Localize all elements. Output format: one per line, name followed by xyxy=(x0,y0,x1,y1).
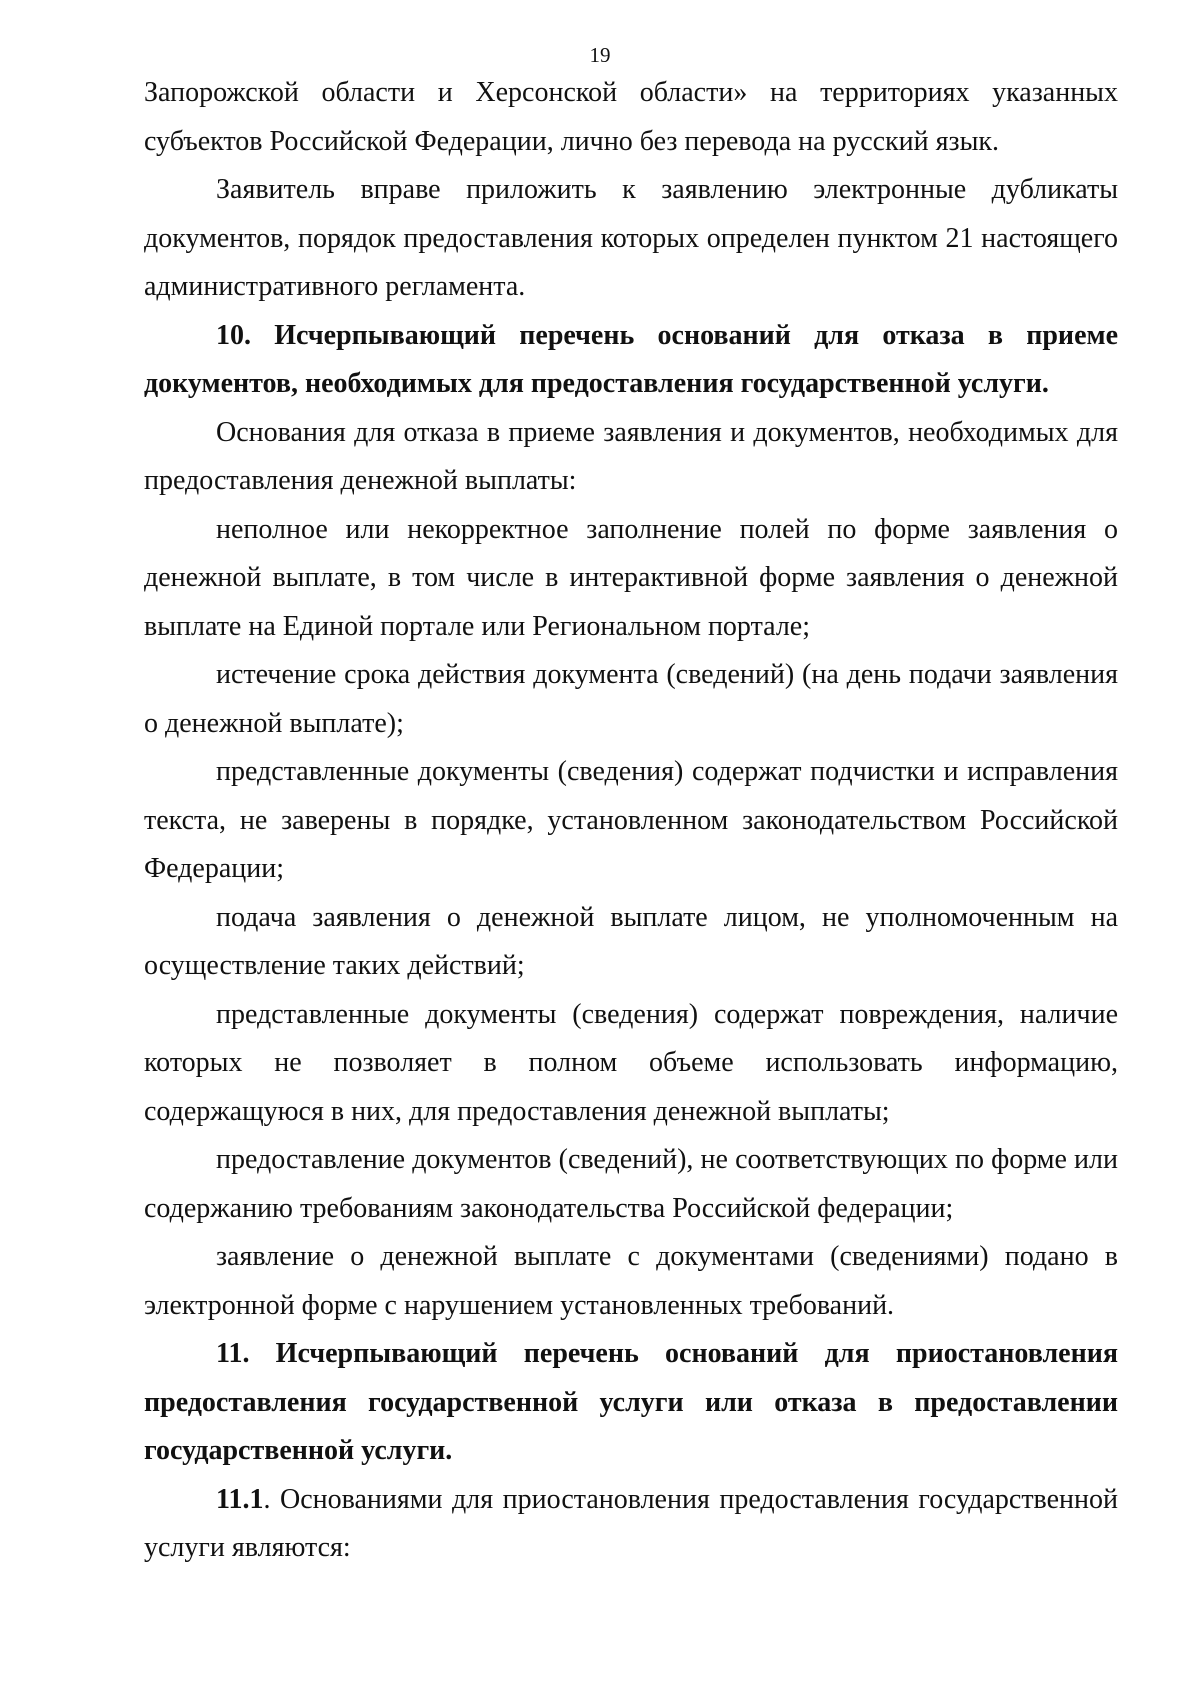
list-item-unauthorized-person: подача заявления о денежной выплате лицом, не уполномоченным на осуществление таких действий; xyxy=(144,901,1118,981)
list-item-damaged-documents: представленные документы (сведения) содержат повреждения, наличие которых не позволяет в полном объеме использовать информацию, содержащуюся в них, для предоставления денежной выплаты; xyxy=(144,998,1118,1127)
page-number: 19 xyxy=(589,43,611,67)
paragraph-refusal-grounds-intro: Основания для отказа в приеме заявления и документов, необходимых для предоставления денежной выплаты: xyxy=(144,416,1118,496)
clause-text: . Основаниями для приостановления предоставления государственной услуги являются: xyxy=(144,1483,1118,1563)
list-item-expired-document: истечение срока действия документа (сведений) (на день подачи заявления о денежной выплате); xyxy=(144,659,1118,739)
list-item-incomplete-form: неполное или некорректное заполнение полей по форме заявления о денежной выплате, в том числе в интерактивной форме заявления о денежной выплате на Единой портале или Региональном портале; xyxy=(144,513,1118,642)
clause-number: 11.1 xyxy=(216,1483,264,1515)
list-item-nonconforming-documents: предоставление документов (сведений), не соответствующих по форме или содержанию требованиям законодательства Российской федерации; xyxy=(144,1144,1118,1224)
paragraph-electronic-duplicates: Заявитель вправе приложить к заявлению электронные дубликаты документов, порядок предоставления которых определен пунктом 21 настоящего административного регламента. xyxy=(144,174,1118,302)
paragraph-11-1 xyxy=(144,1476,1118,1573)
section-heading-10: 10. Исчерпывающий перечень оснований для отказа в приеме документов, необходимых для предоставления государственной услуги. xyxy=(144,319,1118,399)
document-body xyxy=(144,69,1118,1573)
section-heading-11: 11. Исчерпывающий перечень оснований для приостановления предоставления государственной услуги или отказа в предоставлении государственной услуги. xyxy=(144,1338,1118,1466)
list-item-electronic-violation: заявление о денежной выплате с документами (сведениями) подано в электронной форме с нарушением установленных требований. xyxy=(144,1241,1118,1321)
list-item-corrections: представленные документы (сведения) содержат подчистки и исправления текста, не заверены в порядке, установленном законодательством Российской Федерации; xyxy=(144,756,1118,884)
paragraph-continuation: Запорожской области и Херсонской области» на территориях указанных субъектов Российской Федерации, лично без перевода на русский язык. xyxy=(144,77,1118,157)
